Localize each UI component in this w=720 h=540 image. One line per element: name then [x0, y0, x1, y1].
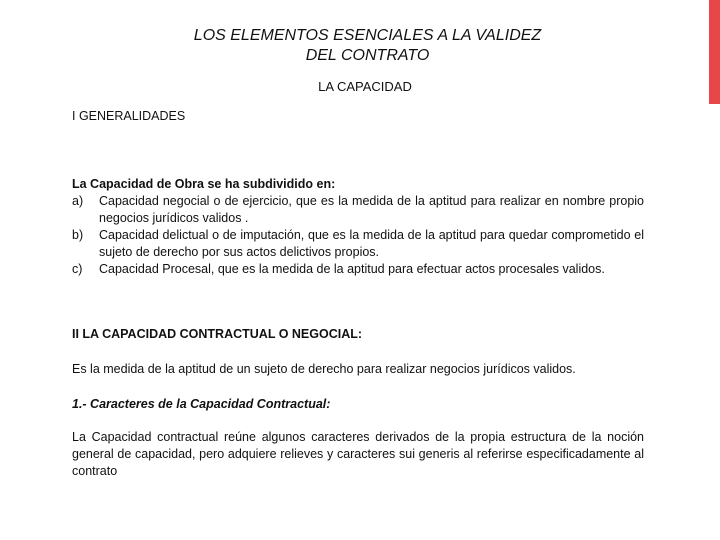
title-line-2: DEL CONTRATO — [305, 47, 430, 64]
caracteres-paragraph-block — [72, 429, 644, 480]
section-generalidades — [72, 176, 644, 278]
slide-subtitle: LA CAPACIDAD — [318, 79, 412, 94]
title-line-1: LOS ELEMENTOS ESENCIALES A LA VALIDEZ — [193, 27, 542, 44]
caracteres-heading-block — [72, 396, 644, 413]
section-capacidad-contractual — [72, 326, 644, 343]
list-item — [72, 227, 644, 261]
contractual-definition: Es la medida de la aptitud de un sujeto de derecho para realizar negocios jurídicos validos. — [72, 362, 576, 376]
slide-title — [120, 26, 615, 66]
contractual-heading: II LA CAPACIDAD CONTRACTUAL O NEGOCIAL: — [72, 327, 363, 341]
list-item — [72, 193, 644, 227]
list-item-text: Capacidad negocial o de ejercicio, que es la medida de la aptitud para realizar en nombre propio negocios jurídicos validos . — [99, 194, 644, 225]
caracteres-paragraph: La Capacidad contractual reúne algunos caracteres derivados de la propia estructura de la noción general de capacidad, pero adquiere relieves y caracteres sui generis al referirse especificadamente al contrato — [72, 430, 644, 478]
list-item-text: Capacidad Procesal, que es la medida de la aptitud para efectuar actos procesales validos. — [99, 262, 605, 276]
definition-block — [72, 361, 644, 378]
generalidades-heading: I GENERALIDADES — [72, 109, 186, 123]
list-item — [72, 261, 644, 278]
section-generalidades-heading — [72, 108, 644, 125]
accent-bar — [709, 0, 720, 104]
caracteres-subheading: 1.- Caracteres de la Capacidad Contractual: — [72, 397, 331, 411]
list-marker: b) — [72, 228, 84, 242]
list-item-text: Capacidad delictual o de imputación, que es la medida de la aptitud para quedar comprometido el sujeto de derecho por sus actos delictivos propios. — [99, 228, 644, 259]
list-marker: c) — [72, 262, 83, 276]
list-marker: a) — [72, 194, 84, 208]
capacidad-list — [72, 193, 644, 278]
generalidades-intro: La Capacidad de Obra se ha subdividido en: — [72, 177, 336, 191]
